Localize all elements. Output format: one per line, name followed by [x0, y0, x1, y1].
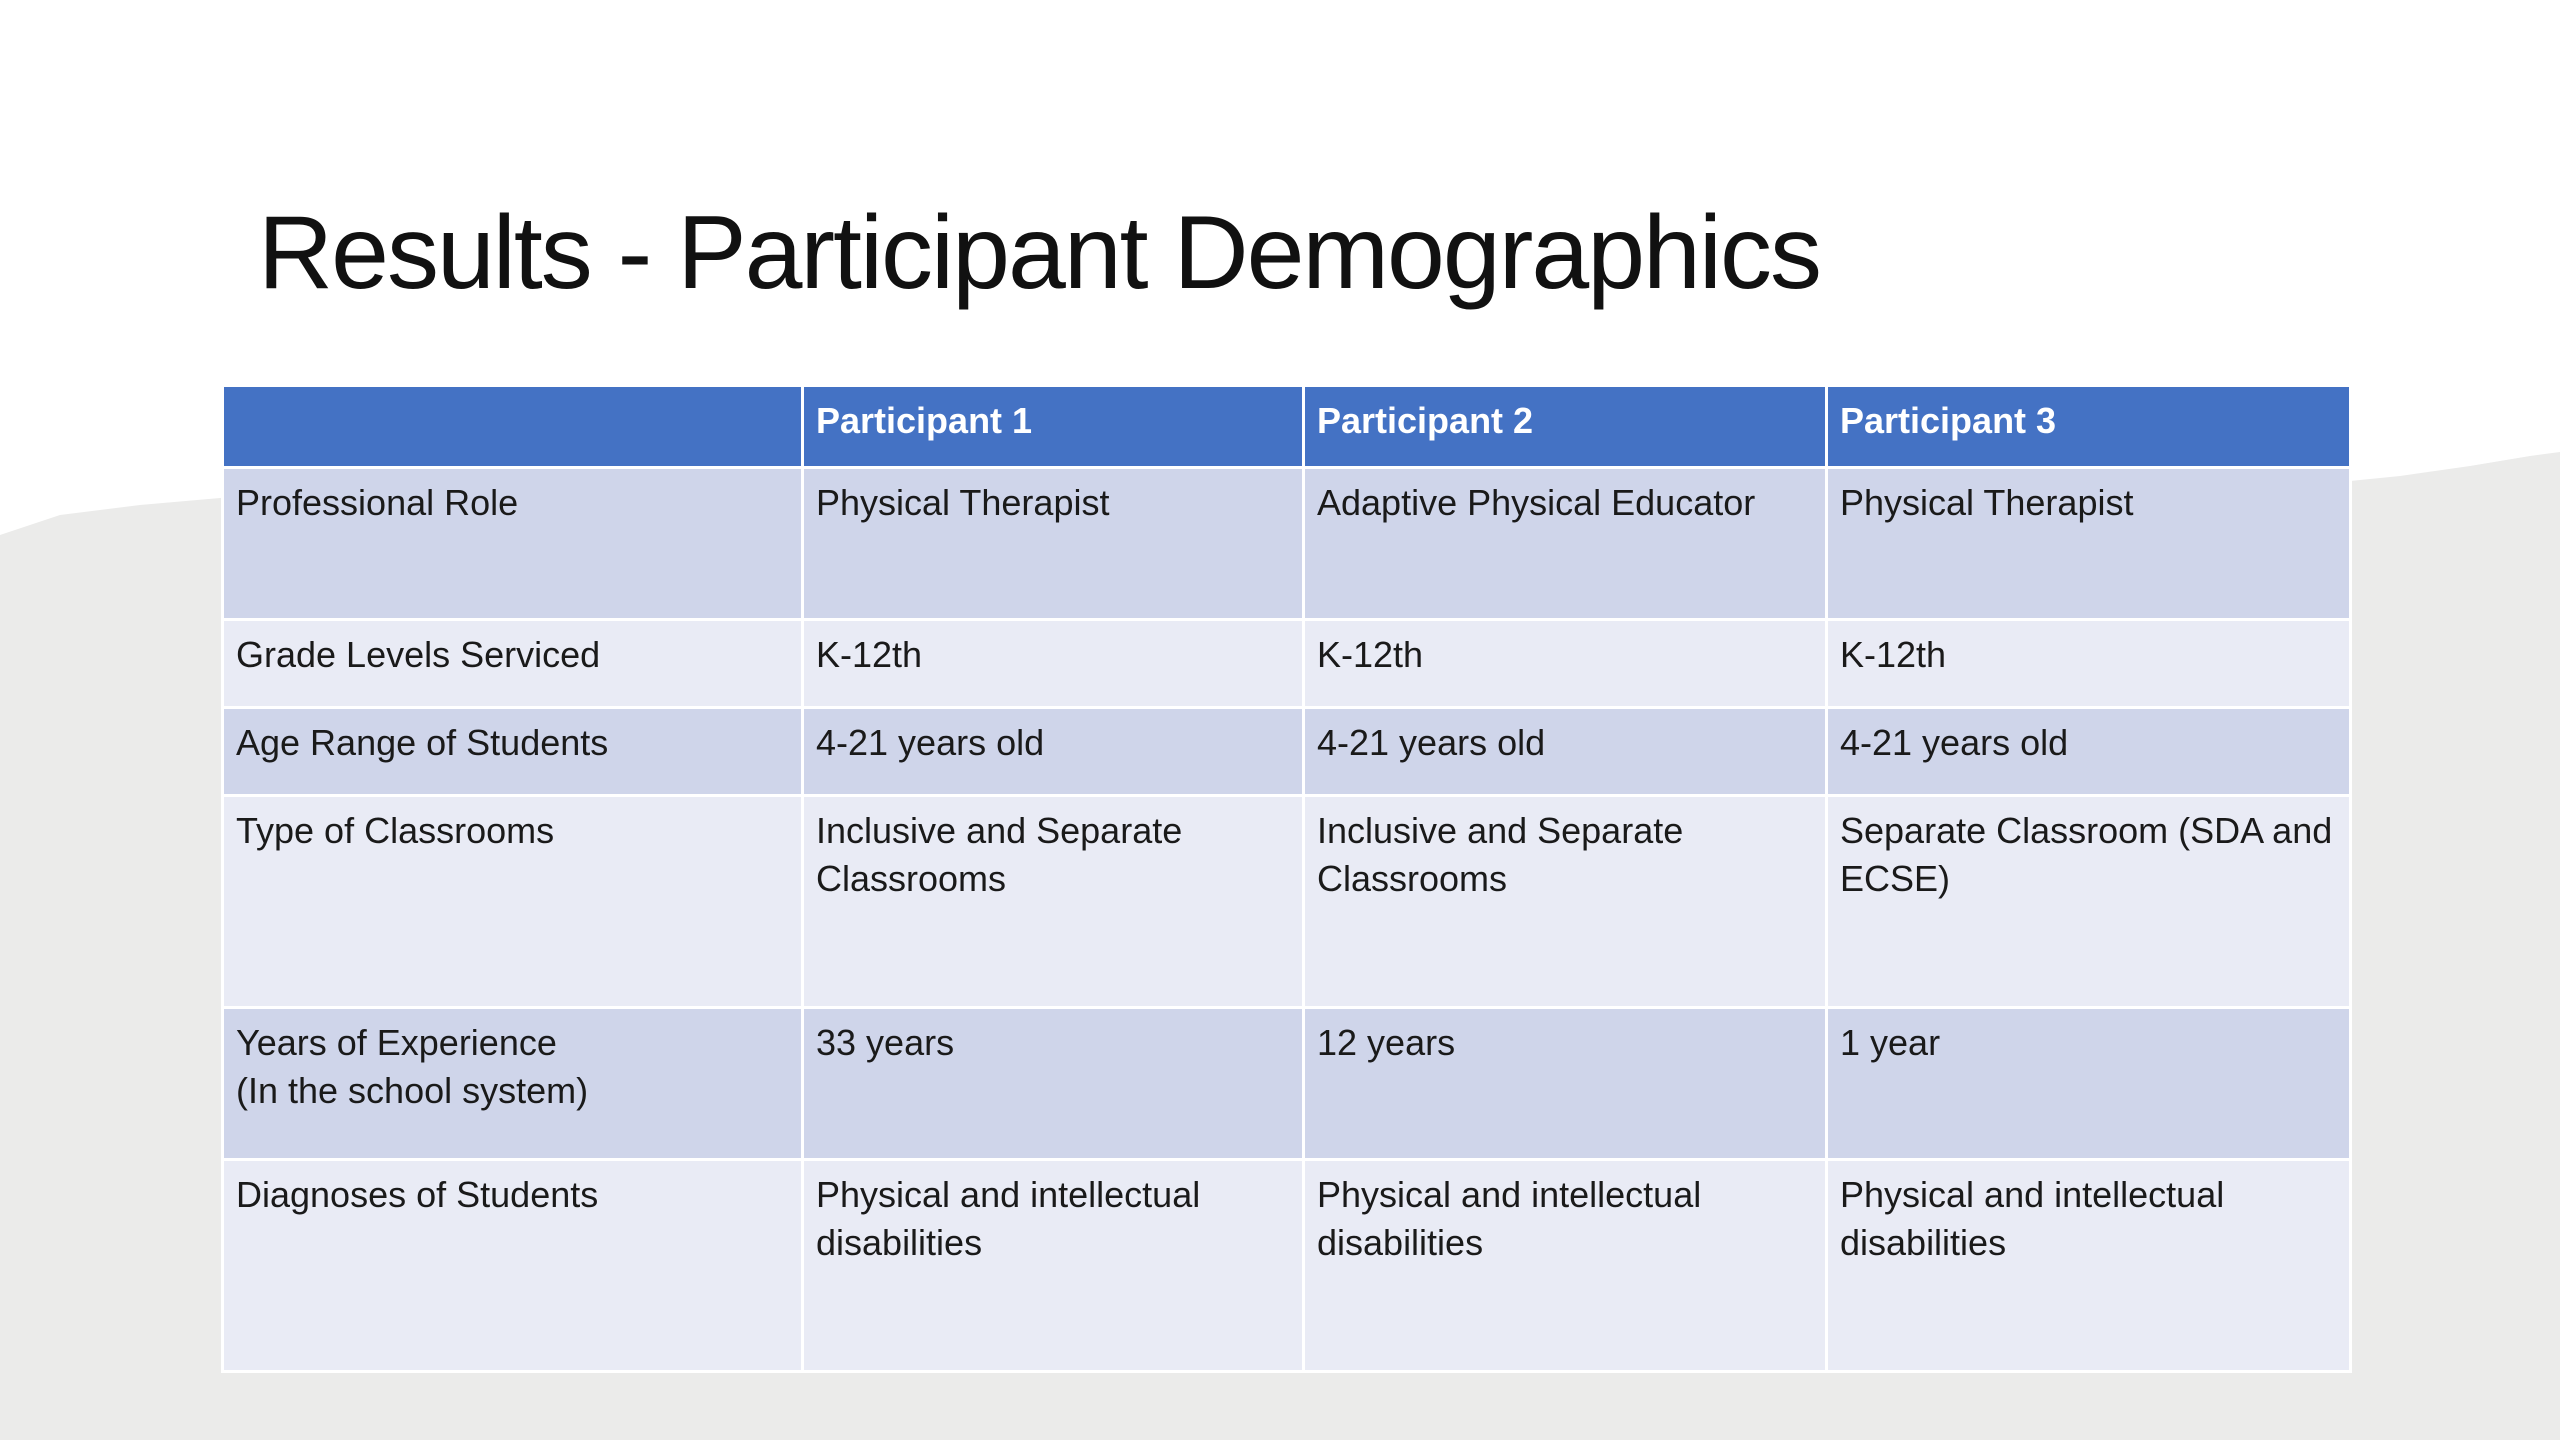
- table-row: [223, 620, 2351, 708]
- table-cell: 4-21 years old: [803, 708, 1304, 796]
- table-cell: K-12th: [803, 620, 1304, 708]
- table-cell: Physical and intellectual disabilities: [803, 1160, 1304, 1372]
- table-cell: Physical Therapist: [803, 468, 1304, 620]
- table-row: [223, 1008, 2351, 1160]
- row-label-professional-role: Professional Role: [223, 468, 803, 620]
- table-cell: Physical Therapist: [1827, 468, 2351, 620]
- table-cell: 4-21 years old: [1304, 708, 1827, 796]
- header-cell-participant-3: Participant 3: [1827, 386, 2351, 468]
- table-cell: Inclusive and Separate Classrooms: [803, 796, 1304, 1008]
- slide-title: Results - Participant Demographics: [258, 195, 1820, 311]
- row-label-diagnoses: Diagnoses of Students: [223, 1160, 803, 1372]
- table-header-row: [223, 386, 2351, 468]
- row-label-age-range: Age Range of Students: [223, 708, 803, 796]
- table-cell: Inclusive and Separate Classrooms: [1304, 796, 1827, 1008]
- row-label-classroom-type: Type of Classrooms: [223, 796, 803, 1008]
- table-cell: 12 years: [1304, 1008, 1827, 1160]
- table-cell: 33 years: [803, 1008, 1304, 1160]
- row-label-grade-levels: Grade Levels Serviced: [223, 620, 803, 708]
- table-cell: K-12th: [1827, 620, 2351, 708]
- table-cell: Physical and intellectual disabilities: [1827, 1160, 2351, 1372]
- header-cell-participant-2: Participant 2: [1304, 386, 1827, 468]
- table-cell: 4-21 years old: [1827, 708, 2351, 796]
- table-row: [223, 1160, 2351, 1372]
- table-cell: Adaptive Physical Educator: [1304, 468, 1827, 620]
- header-cell-empty: [223, 386, 803, 468]
- table-cell: Physical and intellectual disabilities: [1304, 1160, 1827, 1372]
- header-cell-participant-1: Participant 1: [803, 386, 1304, 468]
- table-cell: K-12th: [1304, 620, 1827, 708]
- row-label-years-experience: Years of Experience (In the school system): [223, 1008, 803, 1160]
- table-cell: Separate Classroom (SDA and ECSE): [1827, 796, 2351, 1008]
- demographics-table: [221, 384, 2352, 1373]
- table-cell: 1 year: [1827, 1008, 2351, 1160]
- table-row: [223, 796, 2351, 1008]
- table-row: [223, 708, 2351, 796]
- table-row: [223, 468, 2351, 620]
